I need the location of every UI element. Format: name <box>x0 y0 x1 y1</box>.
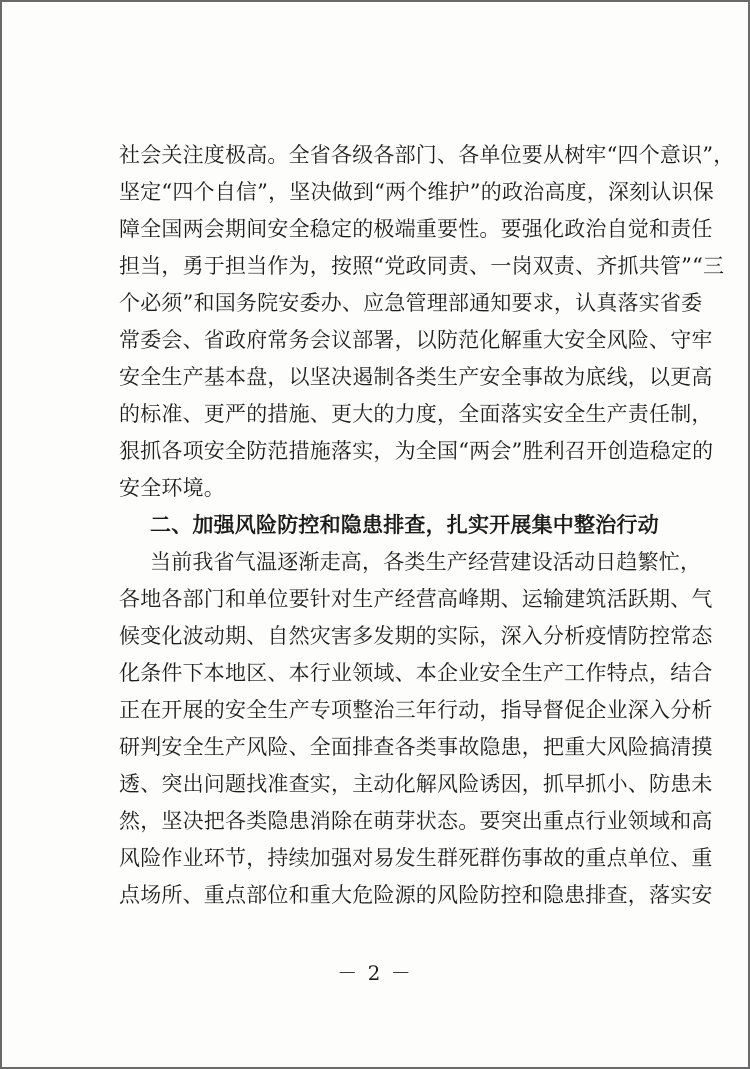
text-line: 安全生产基本盘，以坚决遏制各类生产安全事故为底线，以更高 <box>119 365 713 389</box>
text-line: 然，坚决把各类隐患消除在萌芽状态。要突出重点行业领域和高 <box>119 809 713 833</box>
body-text <box>2 2 748 1067</box>
text-line: 的标准、更严的措施、更大的力度，全面落实安全生产责任制， <box>119 402 713 426</box>
text-line: 担当，勇于担当作为，按照“党政同责、一岗双责、齐抓共管”“三 <box>119 254 725 278</box>
text-line: 当前我省气温逐渐走高，各类生产经营建设活动日趋繁忙， <box>150 550 702 574</box>
text-line: 坚定“四个自信”，坚决做到“两个维护”的政治高度，深刻认识保 <box>119 180 714 204</box>
text-line: 候变化波动期、自然灾害多发期的实际，深入分析疫情防控常态 <box>119 624 713 648</box>
text-line: 正在开展的安全生产专项整治三年行动，指导督促企业深入分析 <box>119 698 713 722</box>
text-line: 障全国两会期间安全稳定的极端重要性。要强化政治自觉和责任 <box>119 217 713 241</box>
text-line: 安全环境。 <box>119 476 225 500</box>
text-line: 化条件下本地区、本行业领域、本企业安全生产工作特点，结合 <box>119 661 713 685</box>
text-line: 常委会、省政府常务会议部署，以防范化解重大安全风险、守牢 <box>119 328 713 352</box>
text-line: 透、突出问题找准查实，主动化解风险诱因，抓早抓小、防患未 <box>119 772 713 796</box>
text-line: 社会关注度极高。全省各级各部门、各单位要从树牢“四个意识”， <box>119 143 735 167</box>
text-line: 各地各部门和单位要针对生产经营高峰期、运输建筑活跃期、气 <box>119 587 713 611</box>
text-line: 研判安全生产风险、全面排查各类事故隐患，把重大风险搞清摸 <box>119 735 713 759</box>
text-line: 风险作业环节，持续加强对易发生群死群伤事故的重点单位、重 <box>119 846 713 870</box>
section-heading: 二、加强风险防控和隐患排查，扎实开展集中整治行动 <box>150 513 659 537</box>
page-number: － 2 － <box>337 961 413 985</box>
text-line: 个必须”和国务院安委办、应急管理部通知要求，认真落实省委 <box>119 291 703 315</box>
text-line: 点场所、重点部位和重大危险源的风险防控和隐患排查，落实安 <box>119 883 713 907</box>
text-line: 狠抓各项安全防范措施落实，为全国“两会”胜利召开创造稳定的 <box>119 439 714 463</box>
